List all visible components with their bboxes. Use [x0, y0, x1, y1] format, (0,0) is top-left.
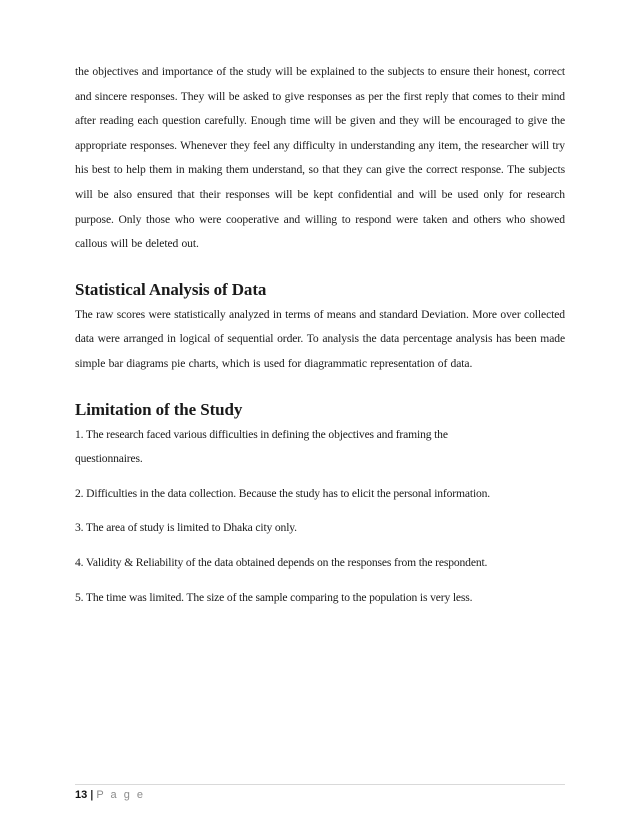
statistical-analysis-heading: Statistical Analysis of Data — [75, 279, 267, 299]
limitation-list — [75, 423, 565, 611]
limitation-item-2: 2. Difficulties in the data collection. Because the study has to elicit the personal information. — [75, 486, 491, 500]
statistical-analysis-paragraph: The raw scores were statistically analyzed in terms of means and standard Deviation. More over collected data were arranged in logical of sequential order. To analysis the data percentage analysis has been made simple bar diagrams pie charts, which is used for diagrammatic representation of data. — [75, 307, 565, 370]
limitation-item-4: 4. Validity & Reliability of the data obtained depends on the responses from the respondent. — [75, 555, 488, 569]
limitation-item-1: 1. The research faced various difficulties in defining the objectives and framing the questionnaires. — [75, 427, 448, 466]
limitation-item-3: 3. The area of study is limited to Dhaka city only. — [75, 521, 297, 535]
document-page — [75, 60, 565, 610]
footer-separator: | — [90, 789, 94, 801]
limitation-heading: Limitation of the Study — [75, 399, 243, 419]
page-label: P a g e — [96, 789, 145, 801]
page-footer — [75, 784, 565, 802]
limitation-item-5: 5. The time was limited. The size of the sample comparing to the population is very less. — [75, 590, 473, 604]
intro-paragraph: the objectives and importance of the study will be explained to the subjects to ensure their honest, correct and sincere responses. They will be asked to give responses as per the first reply that comes to their mind after reading each question carefully. Enough time will be given and they will be encouraged to give the appropriate responses. Whenever they feel any difficulty in understanding any item, the researcher will try his best to help them in making them understand, so that they can give the correct response. The subjects will be also ensured that their responses will be kept confidential and will be used only for research purpose. Only those who were cooperative and willing to respond were taken and others who showed callous will be deleted out. — [75, 65, 565, 251]
page-number: 13 — [75, 789, 88, 801]
